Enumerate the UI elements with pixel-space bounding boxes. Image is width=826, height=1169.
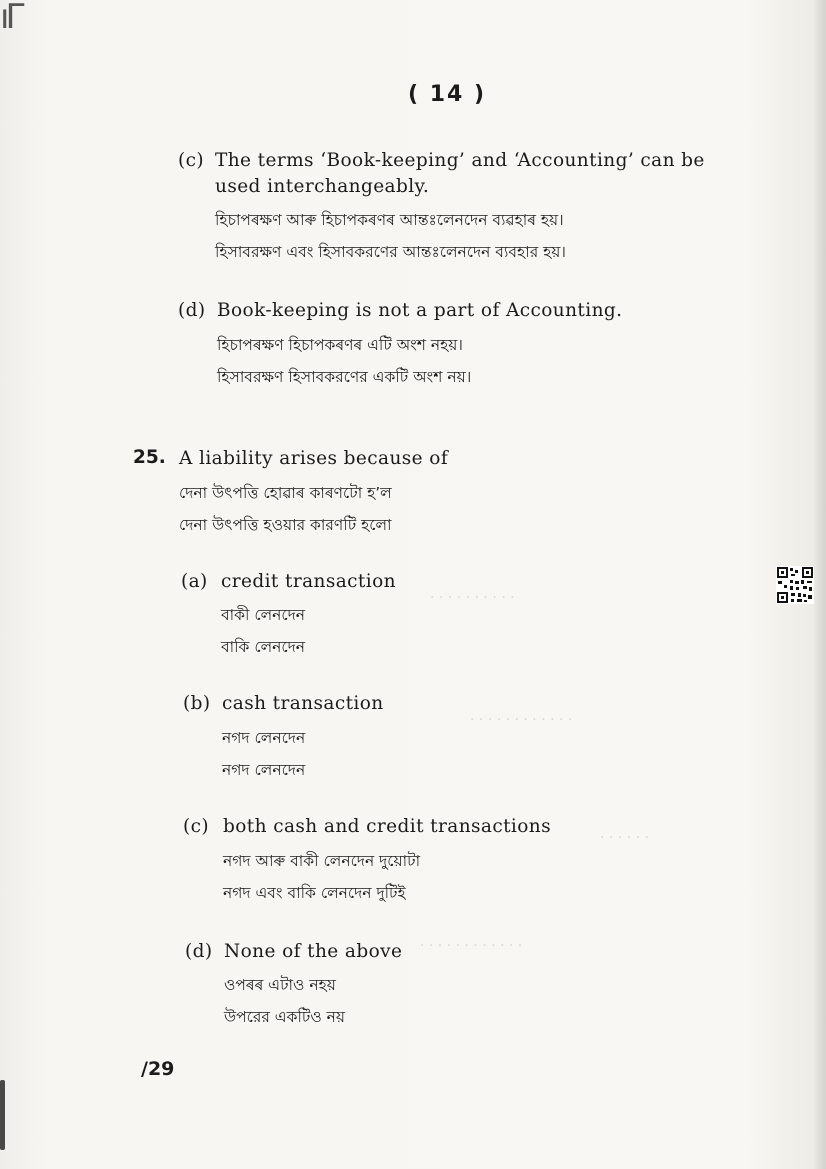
option-text-bengali: হিসাবরক্ষণ এবং হিসাবকরণের আন্তঃলেনদেন ব্যবহার হয়। [215, 243, 566, 261]
option-label: (c) [178, 150, 204, 171]
option-text-bengali: হিসাবরক্ষণ হিসাবকরণের একটি অংশ নয়। [217, 368, 472, 386]
option-text-bengali: নগদ লেনদেন [222, 761, 306, 779]
option-text-english: both cash and credit transactions [223, 816, 551, 837]
option-text-assamese: বাকী লেনদেন [221, 606, 306, 624]
option-text-assamese: নগদ আৰু বাকী লেনদেন দুয়োটা [223, 852, 421, 870]
option-text-english: The terms ‘Book-keeping’ and ‘Accounting’ can be [215, 150, 705, 171]
page-edge-shadow [812, 0, 826, 1169]
option-text-english: None of the above [224, 941, 403, 962]
option-text-bengali: উপরের একটিও নয় [224, 1008, 346, 1026]
option-label: (d) [185, 941, 213, 962]
page-number: ( 14 ) [408, 82, 487, 107]
binding-mark [0, 1080, 5, 1150]
question-number: 25. [133, 447, 166, 468]
question-text-english: A liability arises because of [179, 448, 449, 469]
question-text-bengali: দেনা উৎপত্তি হওয়ার কারণটি হলো [179, 516, 392, 534]
option-label: (b) [183, 693, 211, 714]
paper-code: /29 [141, 1058, 175, 1080]
corner-scan-mark: ıΓ [0, 0, 21, 37]
bleed-through-text: · · · · · · · · · · · · [470, 712, 573, 728]
option-text-english: Book-keeping is not a part of Accounting. [217, 300, 623, 321]
option-text-english-continued: used interchangeably. [215, 176, 430, 197]
option-text-english: credit transaction [221, 571, 396, 592]
bleed-through-text: · · · · · · · · · · · · [420, 938, 523, 954]
option-label: (a) [181, 571, 208, 592]
option-label: (d) [178, 300, 206, 321]
bleed-through-text: · · · · · · · · · · [430, 590, 515, 606]
option-label: (c) [183, 816, 209, 837]
bleed-through-text: · · · · · · [600, 830, 649, 846]
option-text-assamese: হিচাপৰক্ষণ হিচাপকৰণৰ এটি অংশ নহয়। [217, 336, 463, 354]
option-text-english: cash transaction [222, 693, 384, 714]
qr-code-icon [776, 566, 814, 604]
option-text-assamese: ওপৰৰ এটাও নহয় [224, 976, 336, 994]
option-text-assamese: হিচাপৰক্ষণ আৰু হিচাপকৰণৰ আন্তঃলেনদেন ব্যৱহাৰ হয়। [215, 211, 564, 229]
option-text-bengali: বাকি লেনদেন [221, 638, 306, 656]
option-text-bengali: নগদ এবং বাকি লেনদেন দুটিই [223, 884, 406, 902]
question-text-assamese: দেনা উৎপত্তি হোৱাৰ কাৰণটো হ’ল [179, 484, 392, 502]
option-text-assamese: নগদ লেনদেন [222, 729, 306, 747]
